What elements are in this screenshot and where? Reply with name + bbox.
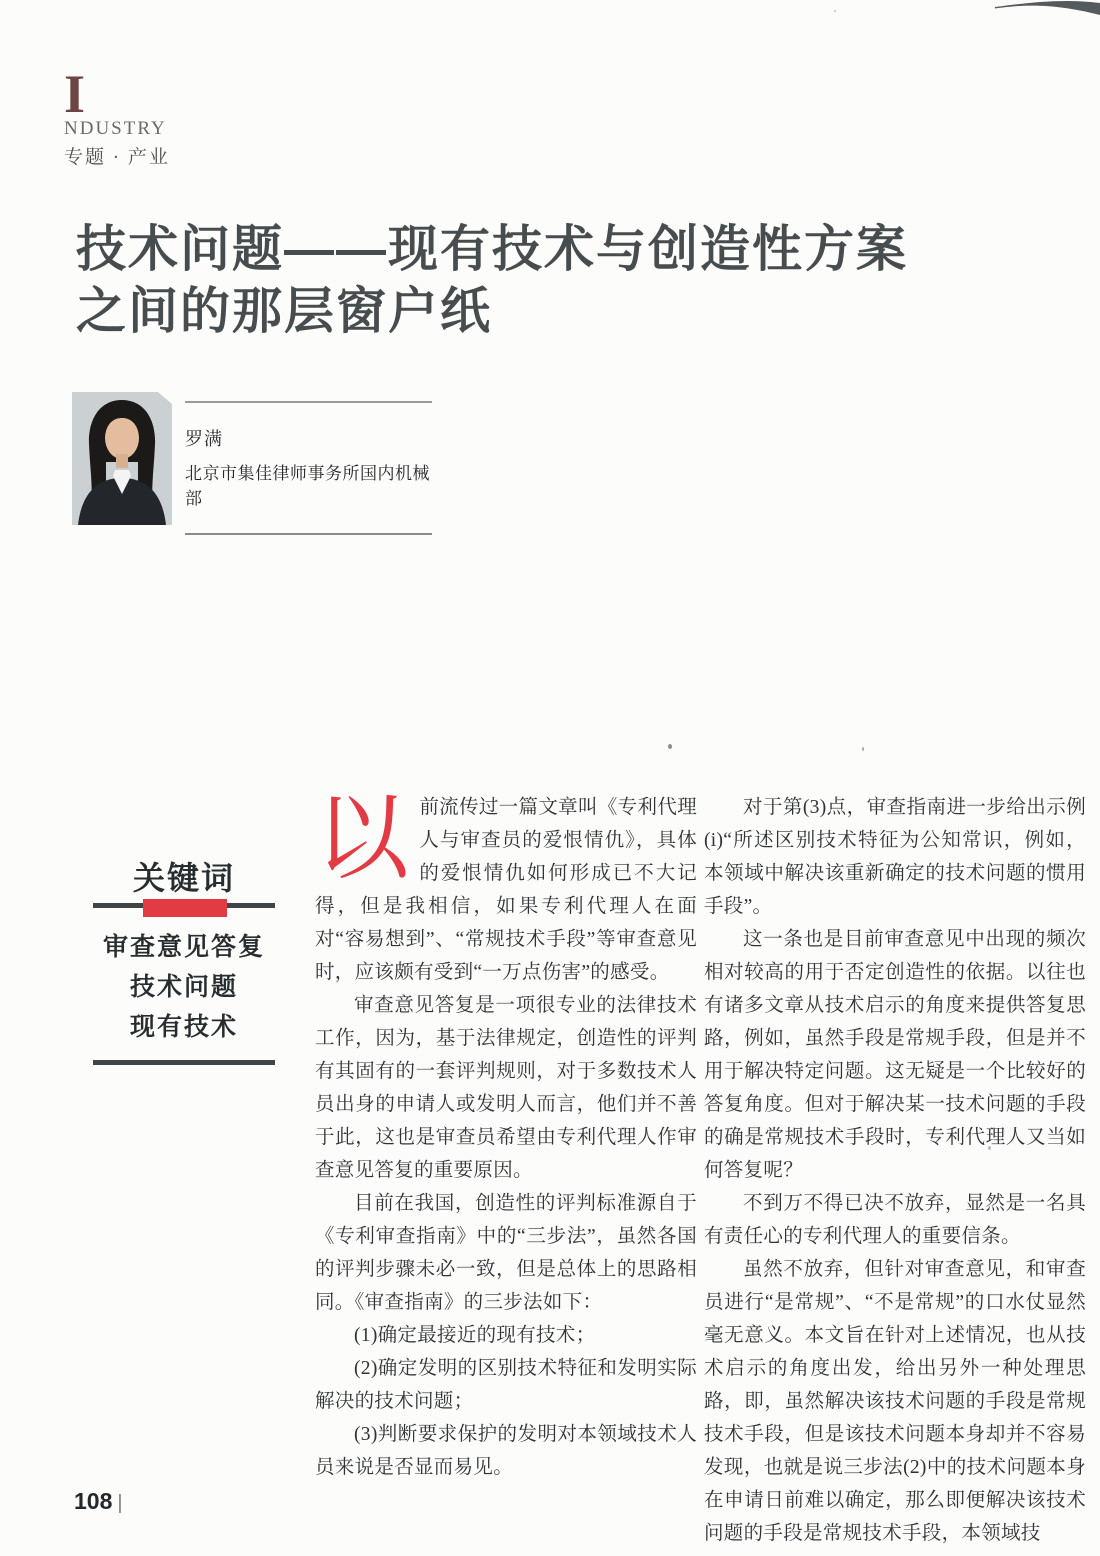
page-number-separator: | [117,1492,123,1514]
scan-speck [862,747,864,751]
keyword-item: 审查意见答复 [102,934,265,961]
paragraph: 目前在我国，创造性的评判标准源自于《专利审查指南》中的“三步法”，虽然各国的评判步骤未必一致，但是总体上的思路相同。《审查指南》的三步法如下： [315,1193,697,1313]
paragraph: 这一条也是目前审查意见中出现的频次相对较高的用于否定创造性的依据。以往也有诸多文章从技术启示的角度来提供答复思路，例如，虽然手段是常规手段，但是并不用于解决特定问题。这无疑是一个比较好的答复角度。但对于解决某一技术问题的手段的确是常规技术手段时，专利代理人又当如何答复呢？ [704,929,1086,1181]
paragraph: 不到万不得已决不放弃，显然是一名具有责任心的专利代理人的重要信条。 [704,1193,1086,1247]
paragraph [315,787,697,989]
scan-speck [834,10,836,12]
article-title-line2: 之间的那层窗户纸 [76,283,492,339]
paragraph: 虽然不放弃，但针对审查意见，和审查员进行“是常规”、“不是常规”的口水仗显然毫无意义。本文旨在针对上述情况，也从技术启示的角度出发，给出另外一种处理思路，即，虽然解决该技术问题的手段是常规技术手段，但是该技术问题本身却并不容易发现，也就是说三步法(2)中的技术问题本身在申请日前难以确定，那么即便解决该技术问题的手段是常规技术手段，本领域技 [704,1259,1086,1544]
keywords-rule-bottom [93,1060,275,1065]
paragraph: (1)确定最接近的现有技术； [354,1325,596,1346]
paragraph: 对于第(3)点，审查指南进一步给出示例(i)“所述区别技术特征为公知常识，例如，本领域中解决该重新确定的技术问题的惯用手段”。 [704,797,1086,917]
author-affiliation: 北京市集佳律师事务所国内机械部 [185,464,430,508]
author-name: 罗满 [185,429,223,449]
keywords-red-bar [143,899,227,917]
body-column-2 [704,791,1086,1550]
paragraph: 审查意见答复是一项很专业的法律技术工作，因为，基于法律规定，创造性的评判有其固有的一套评判规则，对于多数技术人员出身的申请人或发明人而言，他们并不善于此，这也是审查员希望由专利代理人作审查意见答复的重要原因。 [315,995,697,1181]
masthead-initial: I [64,64,86,124]
article-title-line1: 技术问题——现有技术与创造性方案 [76,221,908,277]
author-photo [72,392,172,525]
author-rule-bottom [185,533,432,535]
keywords-list [83,928,285,1048]
paragraph: (2)确定发明的区别技术特征和发明实际解决的技术问题； [315,1358,697,1412]
keyword-item: 技术问题 [129,974,238,1001]
scan-streak-shape [995,0,1100,20]
article-title [76,218,976,342]
author-portrait-graphic [72,392,172,525]
paragraph-text: 前流传过一篇文章叫《专利代理人与审查员的爱恨情仇》，具体的爱恨情仇如何形成已不大记得，但是我相信，如果专利代理人在面对“容易想到”、“常规技术手段”等审查意见时，应该颇有受到“一万点伤害”的感受。 [315,797,697,983]
author-rule-top [185,401,432,403]
body-column-1 [315,787,697,1484]
masthead-section-label: 专题 · 产业 [64,147,170,168]
scan-edge-artifact [995,0,1100,20]
keyword-item: 现有技术 [129,1014,238,1041]
author-info-block [185,401,432,535]
keywords-heading: 关键词 [132,860,235,896]
scan-speck [668,744,672,749]
masthead-magazine-name: NDUSTRY [64,118,167,139]
page-number-block [74,1488,123,1515]
paragraph: (3)判断要求保护的发明对本领域技术人员来说是否显而易见。 [315,1424,697,1478]
page-number: 108 [74,1488,113,1514]
section-masthead [64,64,170,169]
drop-cap: 以 [315,787,410,891]
